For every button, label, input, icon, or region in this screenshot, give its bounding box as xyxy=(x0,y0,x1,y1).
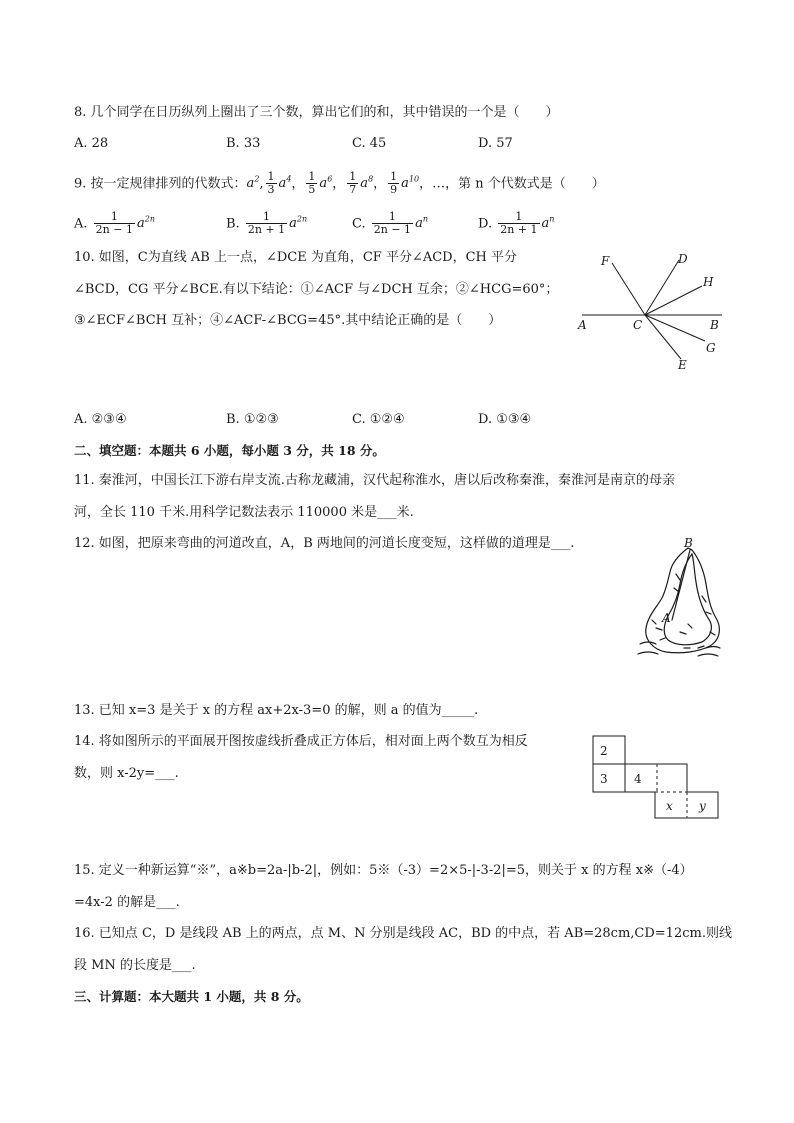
q10-option-a: A. ②③④ xyxy=(74,412,127,427)
q9-frac3: $\frac{1}{7}$ xyxy=(349,170,357,197)
q9-option-a: A. $\frac{1}{2n - 1}$ $a^{2n}$ xyxy=(74,210,155,237)
q9-frac4: $\frac{1}{9}$ xyxy=(390,170,398,197)
q8-option-d: D. 57 xyxy=(478,136,513,151)
q15-line2: =4x-2 的解是___. xyxy=(74,895,180,910)
q14-line1: 14. 将如图所示的平面展开图按虚线折叠成正方体后，相对面上两个数互为相反 xyxy=(74,734,528,749)
face-2 xyxy=(593,736,625,764)
q9-option-d: D. $\frac{1}{2n + 1}$ $a^n$ xyxy=(478,210,555,237)
cell-4: 4 xyxy=(634,772,642,786)
q9-frac1: $\frac{1}{3}$ xyxy=(267,170,275,197)
q9-stem: 9. 按一定规律排列的代数式：$a^2$, $\frac{1}{3}$ $a^4$， $\frac{1}{5}$ $a^6$， $\frac{1}{7}$ $a^8$， $\frac{1}{9}$ $a^{10}$，…，第 n 个代数式是（ ） xyxy=(74,170,605,197)
q8-option-c: C. 45 xyxy=(352,136,387,151)
q10-angle-figure xyxy=(572,245,732,375)
ray-ce xyxy=(645,315,681,359)
ray-cf xyxy=(612,263,645,315)
label-b: B xyxy=(684,536,693,550)
ray-cg xyxy=(645,315,705,341)
q9-stem-suffix: ，…，第 n 个代数式是（ ） xyxy=(419,176,605,192)
q16-line1: 16. 已知点 C，D 是线段 AB 上的两点，点 M、N 分别是线段 AC，BD 的中点，若 AB=28cm,CD=12cm.则线 xyxy=(74,926,732,941)
label-h: H xyxy=(703,275,714,289)
label-f: F xyxy=(601,254,610,268)
cell-x: x xyxy=(666,799,673,813)
q10-option-c: C. ①②④ xyxy=(352,412,405,427)
q10-line2: ∠BCD，CG 平分∠BCE.有以下结论：①∠ACF 与∠DCH 互余；②∠HCG=60°； xyxy=(74,282,559,297)
label-b: B xyxy=(710,318,719,332)
q10-line1: 10. 如图，C为直线 AB 上一点，∠DCE 为直角，CF 平分∠ACD，CH 平分 xyxy=(74,250,518,265)
q8-option-a: A. 28 xyxy=(74,136,109,151)
q12-line1: 12. 如图，把原来弯曲的河道改直，A，B 两地间的河道长度变短，这样做的道理是___. xyxy=(74,536,575,551)
q9-stem-prefix: 9. 按一定规律排列的代数式： xyxy=(74,176,247,192)
section-2-heading: 二、填空题：本题共 6 小题，每小题 3 分，共 18 分。 xyxy=(74,443,385,458)
label-c: C xyxy=(633,318,643,332)
q10-option-d: D. ①③④ xyxy=(478,412,532,427)
face-blank xyxy=(657,764,687,792)
face-3 xyxy=(593,764,625,792)
q13-stem: 13. 已知 x=3 是关于 x 的方程 ax+2x-3=0 的解，则 a 的值为_____. xyxy=(74,703,479,718)
q10-option-b: B. ①②③ xyxy=(226,412,279,427)
q11-line1: 11. 秦淮河，中国长江下游右岸支流.古称龙藏浦，汉代起称淮水，唐以后改称秦淮，秦淮河是南京的母亲 xyxy=(74,473,675,488)
label-d: D xyxy=(678,252,688,266)
label-a: A xyxy=(662,611,671,625)
q9-term1: $a^2$ xyxy=(246,175,260,192)
cell-3: 3 xyxy=(600,772,608,786)
label-a: A xyxy=(578,318,587,332)
q15-line1: 15. 定义一种新运算“※”，a※b=2a-|b-2|，例如：5※（-3）=2×5-|-3-2|=5，则关于 x 的方程 x※（-4） xyxy=(74,863,693,878)
q10-line3: ③∠ECF∠BCH 互补；④∠ACF-∠BCG=45°.其中结论正确的是（ ） xyxy=(74,313,502,328)
cell-y: y xyxy=(699,799,706,813)
q16-line2: 段 MN 的长度是___. xyxy=(74,958,196,973)
section-3-heading: 三、计算题：本大题共 1 小题，共 8 分。 xyxy=(74,989,309,1004)
label-e: E xyxy=(678,358,687,372)
q8-stem: 8. 几个同学在日历纵列上圈出了三个数，算出它们的和，其中错误的一个是（ ） xyxy=(74,105,559,120)
q14-line2: 数，则 x-2y=___. xyxy=(74,766,179,781)
cell-2: 2 xyxy=(600,744,608,758)
q9-frac2: $\frac{1}{5}$ xyxy=(308,170,316,197)
q9-option-c: C. $\frac{1}{2n - 1}$ $a^n$ xyxy=(352,210,428,237)
q8-option-b: B. 33 xyxy=(226,136,261,151)
q14-cube-net xyxy=(590,733,722,821)
q9-option-b: B. $\frac{1}{2n + 1}$ $a^{2n}$ xyxy=(226,210,308,237)
label-g: G xyxy=(706,341,716,355)
q12-river-figure xyxy=(636,536,726,662)
q11-line2: 河，全长 110 千米.用科学记数法表示 110000 米是___米. xyxy=(74,505,414,520)
